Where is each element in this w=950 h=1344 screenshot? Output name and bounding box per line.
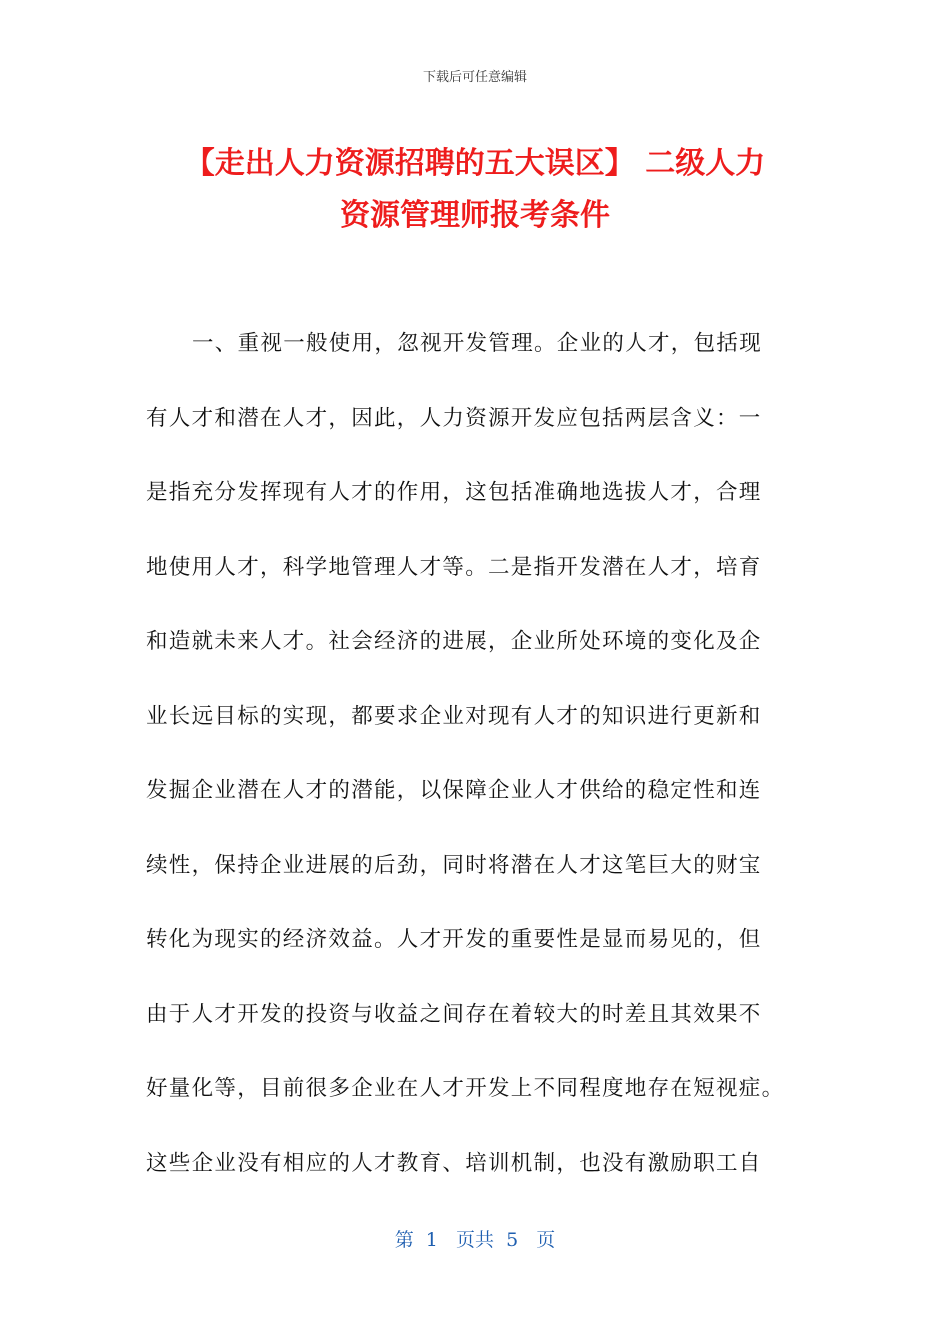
document-title — [100, 138, 850, 242]
body-line: 由于人才开发的投资与收益之间存在着较大的时差且其效果不 — [146, 1001, 762, 1027]
body-line: 转化为现实的经济效益。人才开发的重要性是显而易见的，但 — [146, 927, 762, 952]
body-line: 和造就未来人才。社会经济的进展，企业所处环境的变化及企 — [146, 629, 762, 654]
body-line: 一、重视一般使用，忽视开发管理。企业的人才，包括现 — [192, 331, 763, 356]
body-line: 发掘企业潜在人才的潜能，以保障企业人才供给的稳定性和连 — [146, 778, 762, 803]
body-line: 好量化等，目前很多企业在人才开发上不同程度地存在短视症。 — [146, 1076, 785, 1101]
body-line: 这些企业没有相应的人才教育、培训机制，也没有激励职工自 — [146, 1150, 762, 1176]
title-line-1: 【走出人力资源招聘的五大误区】 二级人力 — [184, 146, 766, 181]
header-note: 下载后可任意编辑 — [422, 70, 527, 85]
page-number-footer: 第 1 页共 5 页 — [394, 1229, 556, 1251]
title-line-2: 资源管理师报考条件 — [340, 198, 610, 233]
body-line: 续性，保持企业进展的后劲，同时将潜在人才这笔巨大的财宝 — [146, 852, 762, 878]
body-line: 有人才和潜在人才，因此，人力资源开发应包括两层含义：一 — [146, 405, 762, 431]
body-line: 地使用人才，科学地管理人才等。二是指开发潜在人才，培育 — [146, 554, 762, 580]
body-line: 是指充分发挥现有人才的作用，这包括准确地选拔人才，合理 — [146, 480, 762, 505]
body-line: 业长远目标的实现，都要求企业对现有人才的知识进行更新和 — [146, 703, 762, 729]
body-paragraph — [146, 318, 826, 1212]
